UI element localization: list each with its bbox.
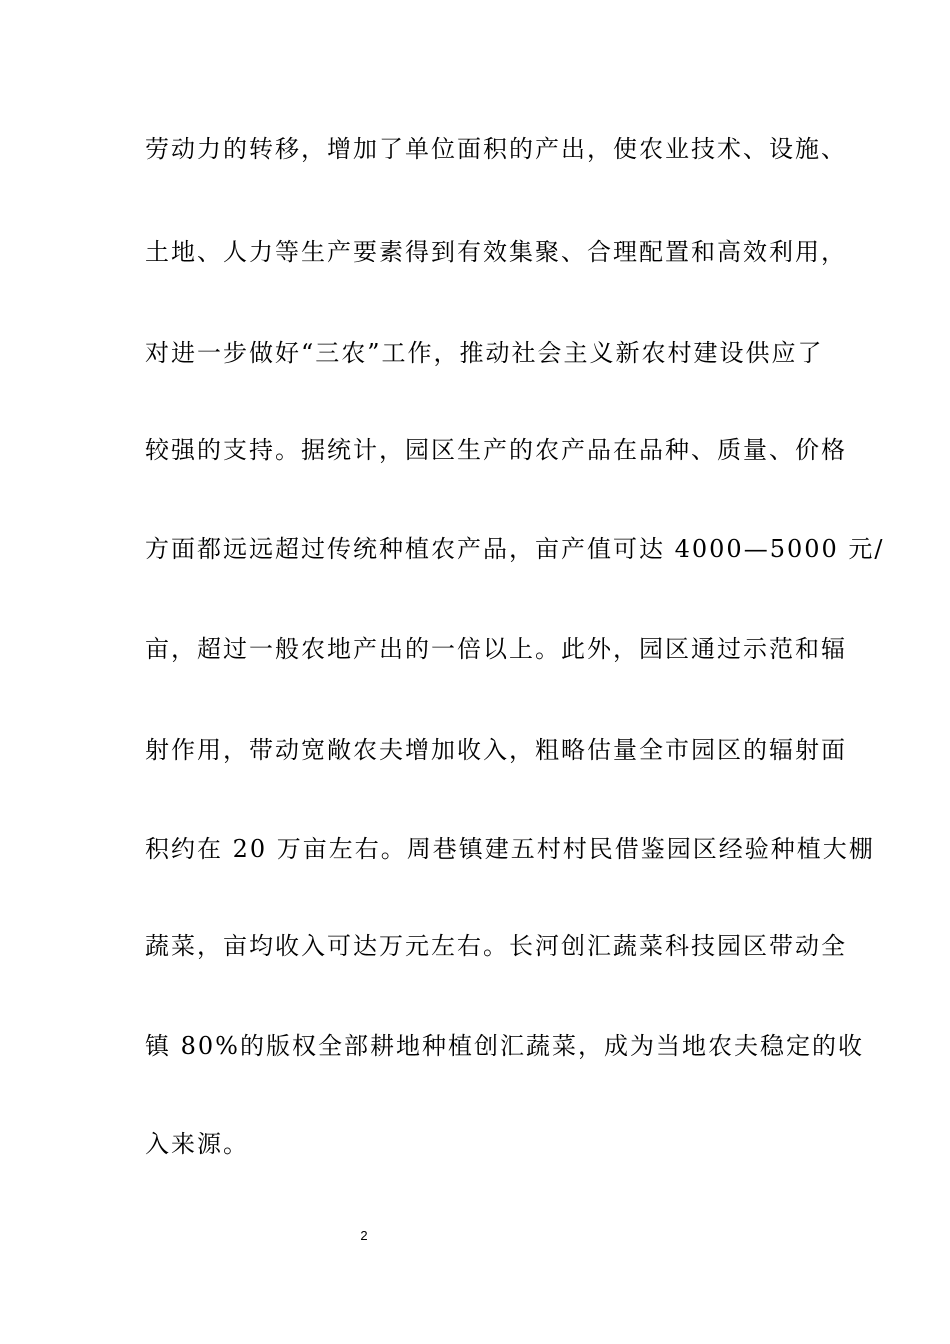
paragraph-line: 劳动力的转移，增加了单位面积的产出，使农业技术、设施、 [145, 135, 847, 163]
paragraph-line: 积约在 20 万亩左右。周巷镇建五村村民借鉴园区经验种植大棚 [145, 835, 875, 863]
paragraph-line: 蔬菜，亩均收入可达万元左右。长河创汇蔬菜科技园区带动全 [145, 932, 847, 960]
paragraph-line: 对进一步做好“三农”工作，推动社会主义新农村建设供应了 [145, 339, 824, 367]
page-number: 2 [360, 1228, 368, 1243]
paragraph-line: 亩，超过一般农地产出的一倍以上。此外，园区通过示范和辐 [145, 635, 847, 663]
paragraph-line: 射作用，带动宽敞农夫增加收入，粗略估量全市园区的辐射面 [145, 736, 847, 764]
paragraph-line: 较强的支持。据统计，园区生产的农产品在品种、质量、价格 [145, 436, 847, 464]
paragraph-line: 方面都远远超过传统种植农产品，亩产值可达 4000—5000 元/ [145, 535, 885, 563]
paragraph-line: 入来源。 [145, 1130, 249, 1158]
paragraph-line: 镇 80%的版权全部耕地种植创汇蔬菜，成为当地农夫稳定的收 [145, 1032, 864, 1060]
paragraph-line: 土地、人力等生产要素得到有效集聚、合理配置和高效利用， [145, 238, 847, 266]
